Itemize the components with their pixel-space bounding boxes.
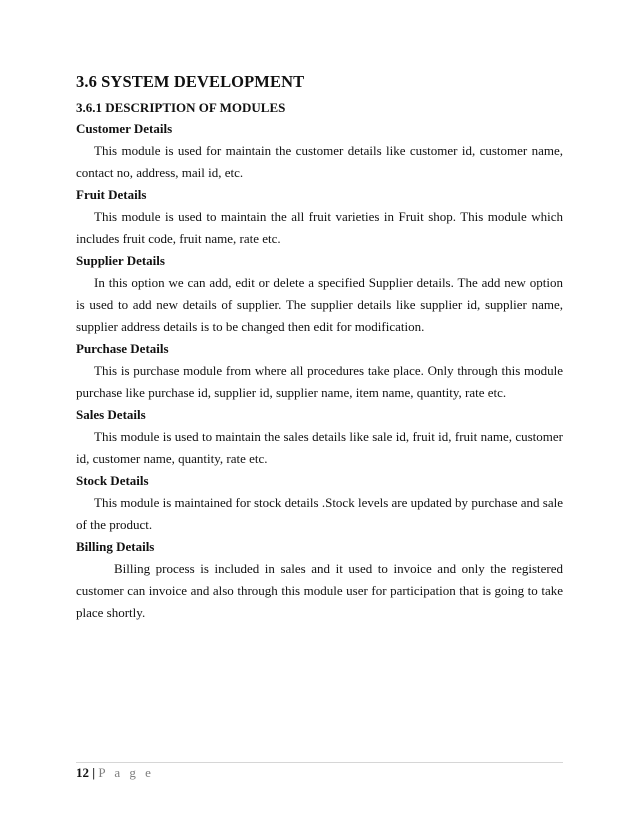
- module-title: Supplier Details: [76, 253, 165, 268]
- module-description: Billing process is included in sales and it used to invoice and only the registered customer can invoice and also through this module user for participation that is going to take place shortly.: [76, 561, 563, 620]
- module-title: Purchase Details: [76, 341, 169, 356]
- module-fruit-details: [76, 185, 563, 250]
- module-title: Stock Details: [76, 473, 149, 488]
- page-footer: [76, 762, 563, 781]
- module-title: Fruit Details: [76, 187, 147, 202]
- page-content: [76, 72, 563, 624]
- module-stock-details: [76, 471, 563, 536]
- module-description: This module is used for maintain the customer details like customer id, customer name, contact no, address, mail id, etc.: [76, 143, 563, 180]
- module-sales-details: [76, 405, 563, 470]
- section-heading: 3.6 SYSTEM DEVELOPMENT: [76, 72, 305, 91]
- module-description: In this option we can add, edit or delete a specified Supplier details. The add new option is used to add new details of supplier. The supplier details like supplier id, supplier name, supplier address details is to be changed then edit for modification.: [76, 275, 563, 334]
- module-supplier-details: [76, 251, 563, 338]
- module-description: This module is maintained for stock details .Stock levels are updated by purchase and sale of the product.: [76, 495, 563, 532]
- module-description: This module is used to maintain the all fruit varieties in Fruit shop. This module which includes fruit code, fruit name, rate etc.: [76, 209, 563, 246]
- module-billing-details: [76, 537, 563, 624]
- module-customer-details: [76, 119, 563, 184]
- module-description: This module is used to maintain the sales details like sale id, fruit id, fruit name, customer id, customer name, quantity, rate etc.: [76, 429, 563, 466]
- page-label: P a g e: [98, 765, 154, 780]
- module-purchase-details: [76, 339, 563, 404]
- module-title: Billing Details: [76, 539, 155, 554]
- module-title: Customer Details: [76, 121, 173, 136]
- module-title: Sales Details: [76, 407, 146, 422]
- subsection-heading: 3.6.1 DESCRIPTION OF MODULES: [76, 100, 286, 115]
- footer-separator: |: [92, 765, 96, 780]
- page-number: 12: [76, 765, 89, 780]
- module-description: This is purchase module from where all procedures take place. Only through this module purchase like purchase id, supplier id, supplier name, item name, quantity, rate etc.: [76, 363, 563, 400]
